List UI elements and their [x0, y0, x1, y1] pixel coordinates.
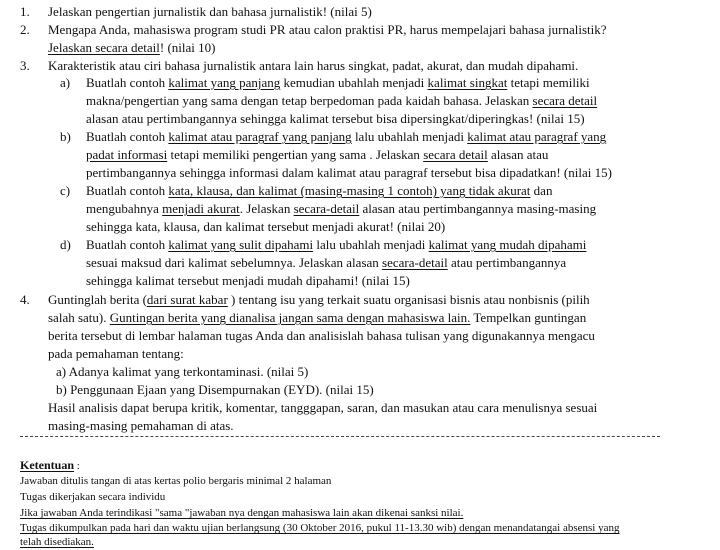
note-2: Tugas dikerjakan secara individu: [20, 491, 166, 503]
question-4-line-1: [48, 291, 590, 308]
underlined-phrase: secara detail: [532, 93, 598, 108]
question-2-number: 2.: [20, 22, 30, 37]
question-3b-label: b): [60, 129, 71, 144]
underlined-phrase: menjadi akurat: [162, 201, 240, 216]
text-segment: lalu ubahlah menjadi: [351, 129, 468, 144]
underlined-phrase: dari surat kabar: [146, 292, 228, 307]
text-segment: makna/pengertian yang sama dengan tetap berpedoman pada kaidah bahasa. Jelaskan: [86, 93, 533, 108]
question-4a: a) Adanya kalimat yang terkontaminasi. (nilai 5): [56, 364, 309, 379]
note-5: telah disediakan.: [20, 536, 94, 548]
question-1-number: 1.: [20, 4, 30, 19]
notes-title: [20, 457, 80, 474]
dashed-separator: [20, 436, 660, 437]
underlined-phrase: Guntingan berita yang dianalisa jangan sama dengan mahasiswa lain.: [109, 310, 471, 325]
question-3c-line-3: sehingga kata, klausa, dan kalimat tersebut menjadi akurat! (nilai 20): [86, 219, 446, 234]
question-2-line-1: Mengapa Anda, mahasiswa program studi PR atau calon praktisi PR, harus mempelajari bahasa jurnalistik?: [48, 22, 607, 37]
question-2-emphasis: Jelaskan secara detail: [48, 40, 160, 55]
underlined-phrase: padat informasi: [86, 147, 168, 162]
question-3b-line-3: pertimbangannya sehingga informasi dalam kalimat atau paragraf tersebut bisa dipadatkan! (nilai 15): [86, 165, 612, 180]
text-segment: kemudian ubahlah menjadi: [280, 75, 428, 90]
note-4: Tugas dikumpulkan pada hari dan waktu ujian berlangsung (30 Oktober 2016, pukul 11-13.30 wib) dengan menandatangai absensi yang: [20, 522, 620, 534]
text-segment: Tempelkan guntingan: [470, 310, 587, 325]
text-segment: salah satu).: [48, 310, 110, 325]
question-3b-line-1: [86, 128, 606, 145]
text-segment: alasan atau: [487, 147, 549, 162]
underlined-phrase: kalimat yang panjang: [168, 75, 281, 90]
question-3a-line-1: [86, 74, 590, 91]
question-3d-label: d): [60, 237, 71, 252]
text-segment: Buatlah contoh: [86, 237, 169, 252]
question-3d-line-1: [86, 236, 586, 253]
question-3a-line-2: [86, 92, 597, 109]
text-segment: . Jelaskan: [239, 201, 294, 216]
question-3c-line-2: [86, 200, 596, 217]
question-3c-line-1: [86, 182, 552, 199]
question-1-text: Jelaskan pengertian jurnalistik dan bahasa jurnalistik! (nilai 5): [48, 4, 372, 19]
question-2-line-2: [48, 39, 215, 56]
text-segment: alasan atau pertimbangannya masing-masing: [359, 201, 597, 216]
underlined-phrase: kalimat atau paragraf yang panjang: [168, 129, 352, 144]
question-3a-label: a): [60, 75, 71, 90]
text-segment: mengubahnya: [86, 201, 163, 216]
text-segment: dan: [530, 183, 553, 198]
question-3b-line-2: [86, 146, 548, 163]
text-segment: ) tentang isu yang terkait suatu organisasi bisnis atau nonbisnis (pilih: [227, 292, 590, 307]
underlined-phrase: kalimat yang sulit dipahami: [168, 237, 314, 252]
text-segment: lalu ubahlah menjadi: [313, 237, 429, 252]
text-segment: Buatlah contoh: [86, 129, 169, 144]
text-segment: tetapi memiliki: [507, 75, 590, 90]
question-4-line-2: [48, 309, 586, 326]
question-3c-label: c): [60, 183, 71, 198]
text-segment: atau pertimbangannya: [447, 255, 567, 270]
question-4-number: 4.: [20, 292, 30, 307]
question-4-line-5: Hasil analisis dapat berupa kritik, komentar, tangggapan, saran, dan masukan atau cara menulisnya sesuai: [48, 400, 598, 415]
text-segment: Buatlah contoh: [86, 75, 169, 90]
question-4-line-6: masing-masing pemahaman di atas.: [48, 418, 234, 433]
question-3-text: Karakteristik atau ciri bahasa jurnalistik antara lain harus singkat, padat, akurat, dan mudah dipahami.: [48, 58, 579, 73]
question-3-number: 3.: [20, 58, 30, 73]
notes-heading-suffix: :: [74, 460, 80, 472]
notes-heading: Ketentuan: [20, 458, 74, 472]
underlined-phrase: secara-detail: [293, 201, 360, 216]
question-3d-line-3: sehingga kalimat tersebut menjadi mudah dipahami! (nilai 15): [86, 273, 410, 288]
text-segment: tetapi memiliki pengertian yang sama . Jelaskan: [167, 147, 424, 162]
question-4-line-4: pada pemahaman tentang:: [48, 346, 184, 361]
text-segment: sesuai maksud dari kalimat sebelumnya. Jelaskan alasan: [86, 255, 383, 270]
note-3: Jika jawaban Anda terindikasi "sama "jawaban nya dengan mahasiswa lain akan dikenai sanksi nilai.: [20, 507, 464, 519]
text-segment: Guntinglah berita (: [48, 292, 147, 307]
underlined-phrase: kalimat singkat: [427, 75, 508, 90]
text-segment: Buatlah contoh: [86, 183, 169, 198]
underlined-phrase: secara detail: [423, 147, 488, 162]
question-4-line-3: berita tersebut di lembar halaman tugas Anda dan analisislah bahasa tulisan yang digunakannya mengacu: [48, 328, 595, 343]
underlined-phrase: secara-detail: [382, 255, 448, 270]
question-2-score: ! (nilai 10): [159, 40, 216, 55]
underlined-phrase: kalimat yang mudah dipahami: [428, 237, 587, 252]
question-4b: b) Penggunaan Ejaan yang Disempurnakan (EYD). (nilai 15): [56, 382, 374, 397]
note-1: Jawaban ditulis tangan di atas kertas polio bergaris minimal 2 halaman: [20, 475, 332, 487]
underlined-phrase: kalimat atau paragraf yang: [467, 129, 607, 144]
underlined-phrase: kata, klausa, dan kalimat (masing-masing 1 contoh) yang tidak akurat: [168, 183, 531, 198]
question-3a-line-3: alasan atau pertimbangannya sehingga kalimat tersebut bisa dipersingkat/diperingkas! (nilai 15): [86, 111, 585, 126]
question-3d-line-2: [86, 254, 566, 271]
